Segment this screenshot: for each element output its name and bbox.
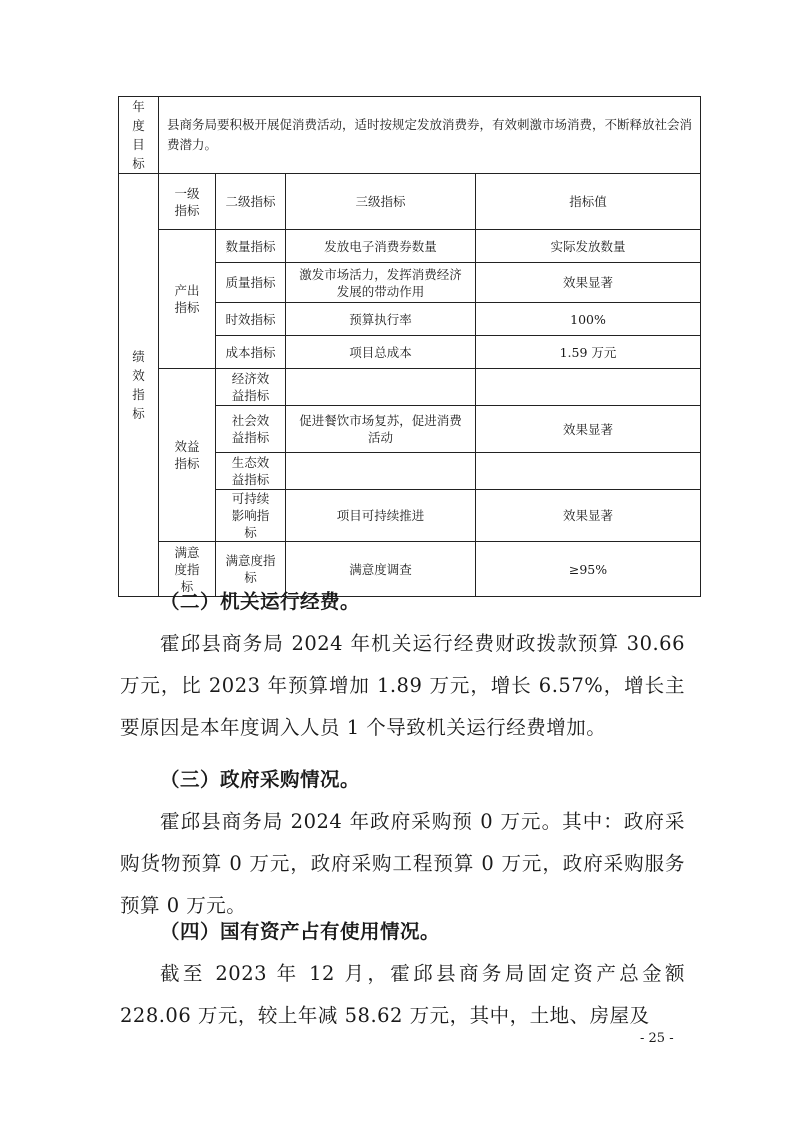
page-number: - 25 - [640,1031,674,1046]
l2-cell: 数量指标 [216,230,286,263]
group-output-label: 产出指标 [159,230,216,369]
l3-cell [286,369,476,406]
header-level2: 二级指标 [216,174,286,230]
section-text-operating-funds: 霍邱县商务局 2024 年机关运行经费财政拨款预算 30.66 万元，比 2023 年预算增加 1.89 万元，增长 6.57%，增长主要原因是本年度调入人员 1 个导致机关运行经费增加。 [120,632,685,739]
l3-cell [286,453,476,490]
section-heading-state-assets: （四）国有资产占有使用情况。 [160,920,441,943]
l2-cell: 社会效益指标 [216,406,286,453]
l2-cell: 可持续影响指标 [216,490,286,542]
section-text-state-assets: 截至 2023 年 12 月，霍邱县商务局固定资产总金额 228.06 万元，较上年减 58.62 万元，其中，土地、房屋及 [120,962,685,1027]
l2-cell: 时效指标 [216,303,286,336]
value-cell: 效果显著 [476,263,701,303]
value-cell [476,453,701,490]
l3-cell: 发放电子消费券数量 [286,230,476,263]
l2-cell: 满意度指标 [216,542,286,597]
value-cell: 100% [476,303,701,336]
value-cell [476,369,701,406]
value-cell: 1.59 万元 [476,336,701,369]
l3-cell: 预算执行率 [286,303,476,336]
l2-cell: 经济效益指标 [216,369,286,406]
annual-goal-label: 年度目标 [119,97,159,174]
value-cell: 效果显著 [476,406,701,453]
header-level3: 三级指标 [286,174,476,230]
value-cell: 效果显著 [476,490,701,542]
header-value: 指标值 [476,174,701,230]
header-level1: 一级指标 [159,174,216,230]
section-heading-operating-funds: （二）机关运行经费。 [160,590,361,613]
l3-cell: 促进餐饮市场复苏，促进消费活动 [286,406,476,453]
section-text-procurement: 霍邱县商务局 2024 年政府采购预 0 万元。其中：政府采购货物预算 0 万元，政府采购工程预算 0 万元，政府采购服务预算 0 万元。 [120,810,685,917]
performance-indicator-label: 绩效指标 [119,174,159,597]
performance-indicator-table [118,96,701,597]
l3-cell: 激发市场活力，发挥消费经济发展的带动作用 [286,263,476,303]
l3-cell: 项目总成本 [286,336,476,369]
l2-cell: 质量指标 [216,263,286,303]
annual-goal-text: 县商务局要积极开展促消费活动，适时按规定发放消费券，有效刺激市场消费，不断释放社会消费潜力。 [159,97,701,174]
value-cell: ≥95% [476,542,701,597]
l2-cell: 成本指标 [216,336,286,369]
l3-cell: 项目可持续推进 [286,490,476,542]
value-cell: 实际发放数量 [476,230,701,263]
group-satisfaction-label: 满意度指标 [159,542,216,597]
section-heading-procurement: （三）政府采购情况。 [160,768,361,791]
group-benefit-label: 效益指标 [159,369,216,542]
l3-cell: 满意度调查 [286,542,476,597]
l2-cell: 生态效益指标 [216,453,286,490]
